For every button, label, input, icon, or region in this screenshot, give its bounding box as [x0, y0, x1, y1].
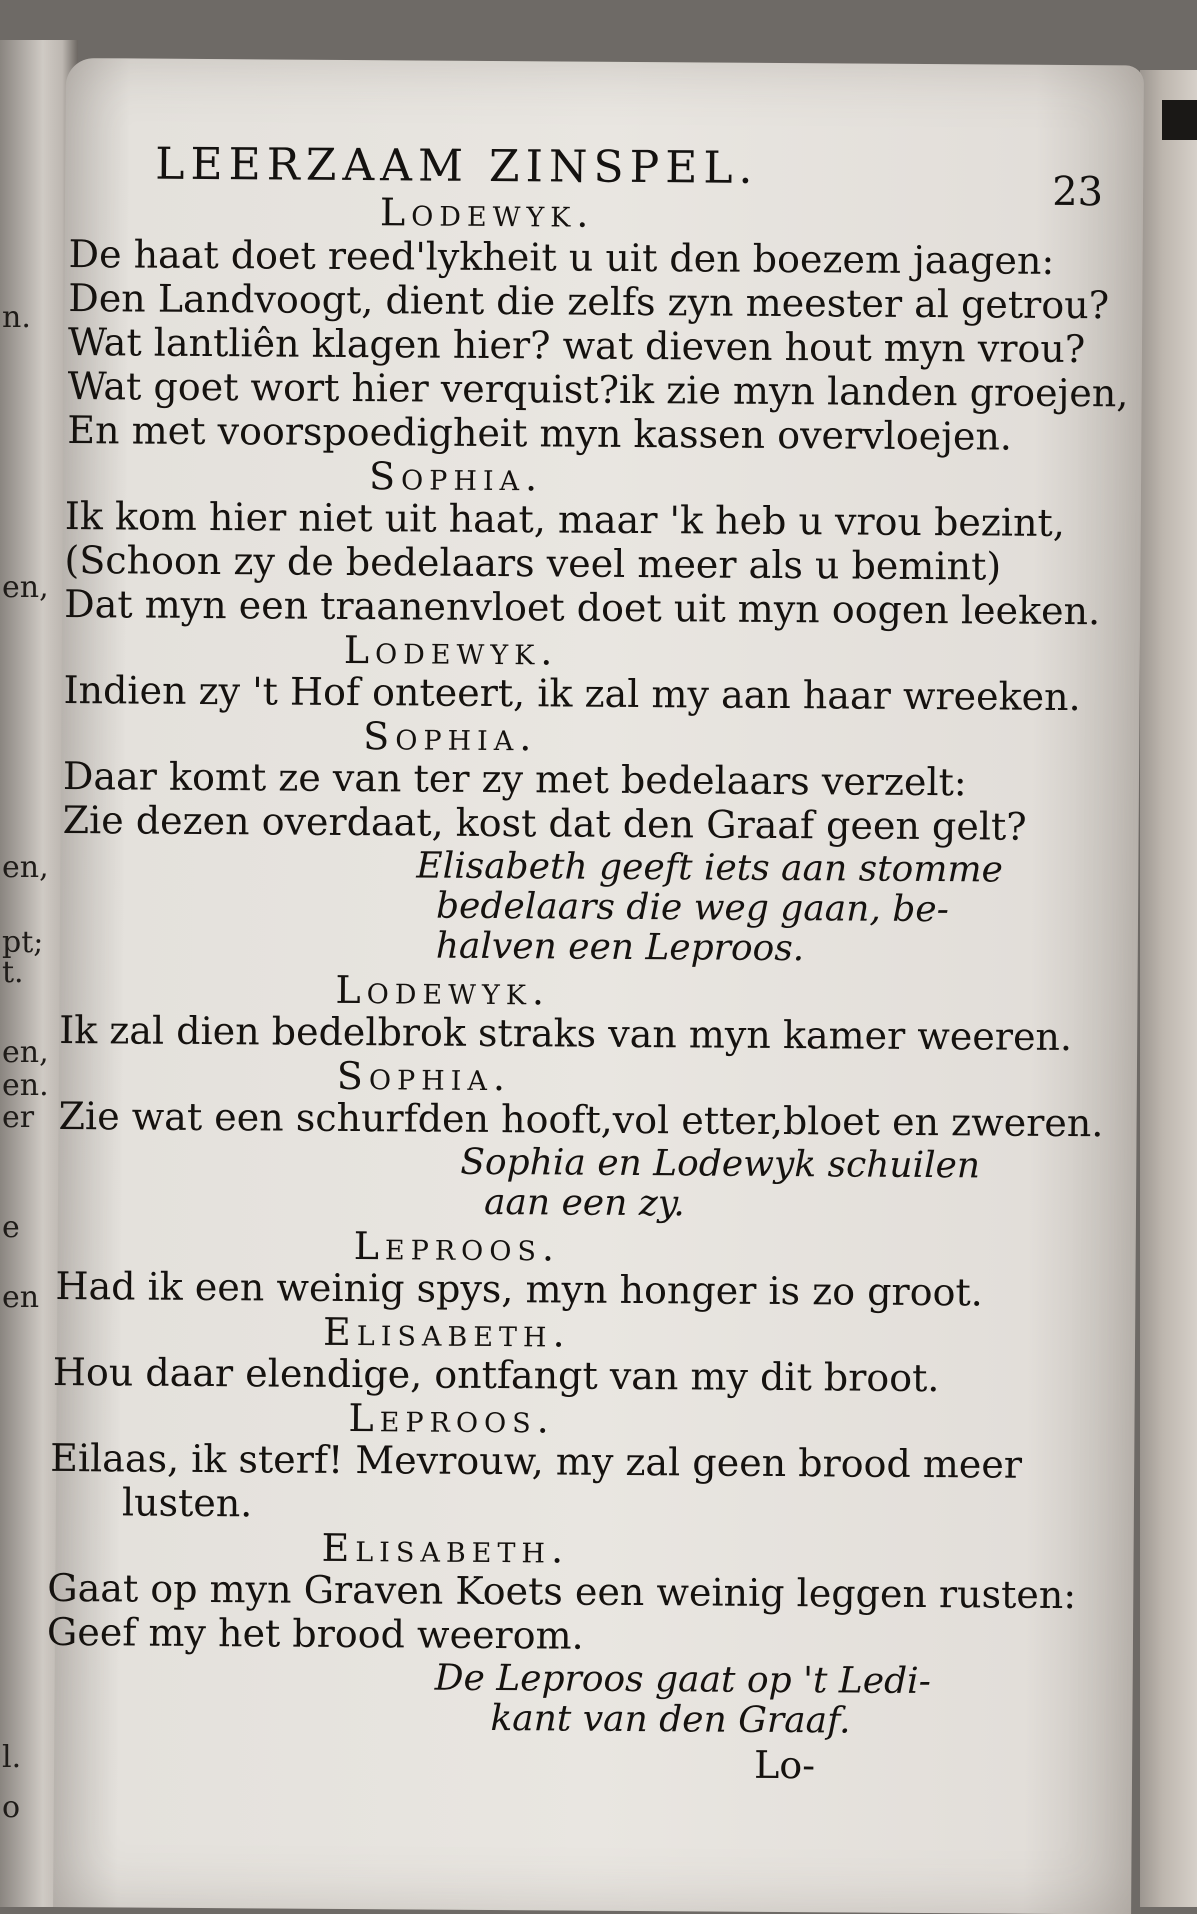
stage-direction: kant van den Graaf. [490, 1698, 851, 1742]
stage-direction: Elisabeth geeft iets aan stomme [416, 845, 1004, 891]
verse-line: Zie dezen overdaat, kost dat den Graaf geen gelt? [62, 797, 1027, 849]
verse-line: En met voorspoedigheit myn kassen overvloejen. [67, 408, 1013, 459]
speaker-name: Leproos. [353, 1224, 561, 1270]
speaker-name: Sophia. [363, 714, 538, 760]
page-number: 23 [1052, 168, 1104, 216]
verse-line: Den Landvoogt, dient die zelfs zyn meester al getrou? [68, 276, 1110, 328]
speaker-name: Sophia. [336, 1053, 512, 1100]
verse-line: Dat myn een traanenvloet doet uit myn oogen leeken. [64, 582, 1101, 634]
left-fragment: t. [2, 955, 24, 990]
catchword: Lo- [753, 1742, 816, 1788]
stage-direction: bedelaars die weg gaan, be- [435, 885, 949, 931]
speaker-name: Elisabeth. [321, 1525, 570, 1572]
book-page [46, 58, 1144, 1914]
left-fragment: l. [2, 1740, 22, 1775]
left-fragment: er [2, 1100, 35, 1135]
right-page-edge [1140, 70, 1197, 1907]
stage-direction: Sophia en Lodewyk schuilen [460, 1141, 981, 1187]
running-head: LEERZAAM ZINSPEL. [155, 138, 759, 194]
left-fragment: en, [2, 1035, 49, 1070]
verse-line: Eilaas, ik sterf! Mevrouw, my zal geen brood meer [50, 1435, 1023, 1487]
speaker-name: Lodewyk. [343, 627, 559, 674]
left-fragment: o [2, 1790, 21, 1825]
left-fragment: e [2, 1210, 20, 1245]
speaker-name: Lodewyk. [379, 190, 595, 236]
left-fragment: en. [2, 1068, 49, 1103]
left-fragment: pt; [2, 925, 44, 960]
verse-line: De haat doet reed'lykheit u uit den boezem jaagen: [68, 232, 1055, 283]
stage-direction: De Leproos gaat op 't Ledi- [434, 1657, 931, 1703]
verse-line: Daar komt ze van ter zy met bedelaars verzelt: [62, 753, 967, 805]
verse-line: Zie wat een schurfden hooft,vol etter,bloet en zweren. [58, 1093, 1104, 1146]
verse-line: Ik zal dien bedelbrok straks van myn kamer weeren. [59, 1007, 1073, 1060]
stage-direction: halven een Leproos. [435, 925, 805, 970]
speaker-name: Lodewyk. [335, 967, 551, 1014]
verse-line: Gaat op myn Graven Koets een weinig leggen rusten: [47, 1565, 1077, 1618]
verse-line: lusten. [121, 1480, 253, 1526]
left-fragment: en, [2, 570, 49, 605]
verse-line: Wat goet wort hier verquist?ik zie myn landen groejen, [67, 364, 1129, 416]
dark-edge-mark [1162, 100, 1197, 140]
verse-line: (Schoon zy de bedelaars veel meer als u bemint) [64, 538, 1002, 589]
verse-line: Ik kom hier niet uit haat, maar 'k heb u vrou bezint, [64, 494, 1066, 545]
left-fragment: n. [2, 300, 31, 335]
speaker-name: Elisabeth. [322, 1309, 571, 1356]
left-fragment: en [2, 1280, 40, 1315]
verse-line: Indien zy 't Hof onteert, ik zal my aan haar wreeken. [63, 667, 1081, 720]
verse-line: Had ik een weinig spys, myn honger is zo groot. [55, 1263, 983, 1315]
left-fragment: en, [2, 850, 49, 885]
verse-line: Geef my het brood weerom. [46, 1609, 584, 1658]
stage-direction: aan een zy. [483, 1181, 685, 1225]
speaker-name: Sophia. [368, 454, 544, 500]
verse-line: Wat lantliên klagen hier? wat dieven hout myn vrou? [67, 320, 1086, 372]
verse-line: Hou daar elendige, ontfangt van my dit broot. [52, 1349, 940, 1401]
speaker-name: Leproos. [348, 1396, 555, 1442]
